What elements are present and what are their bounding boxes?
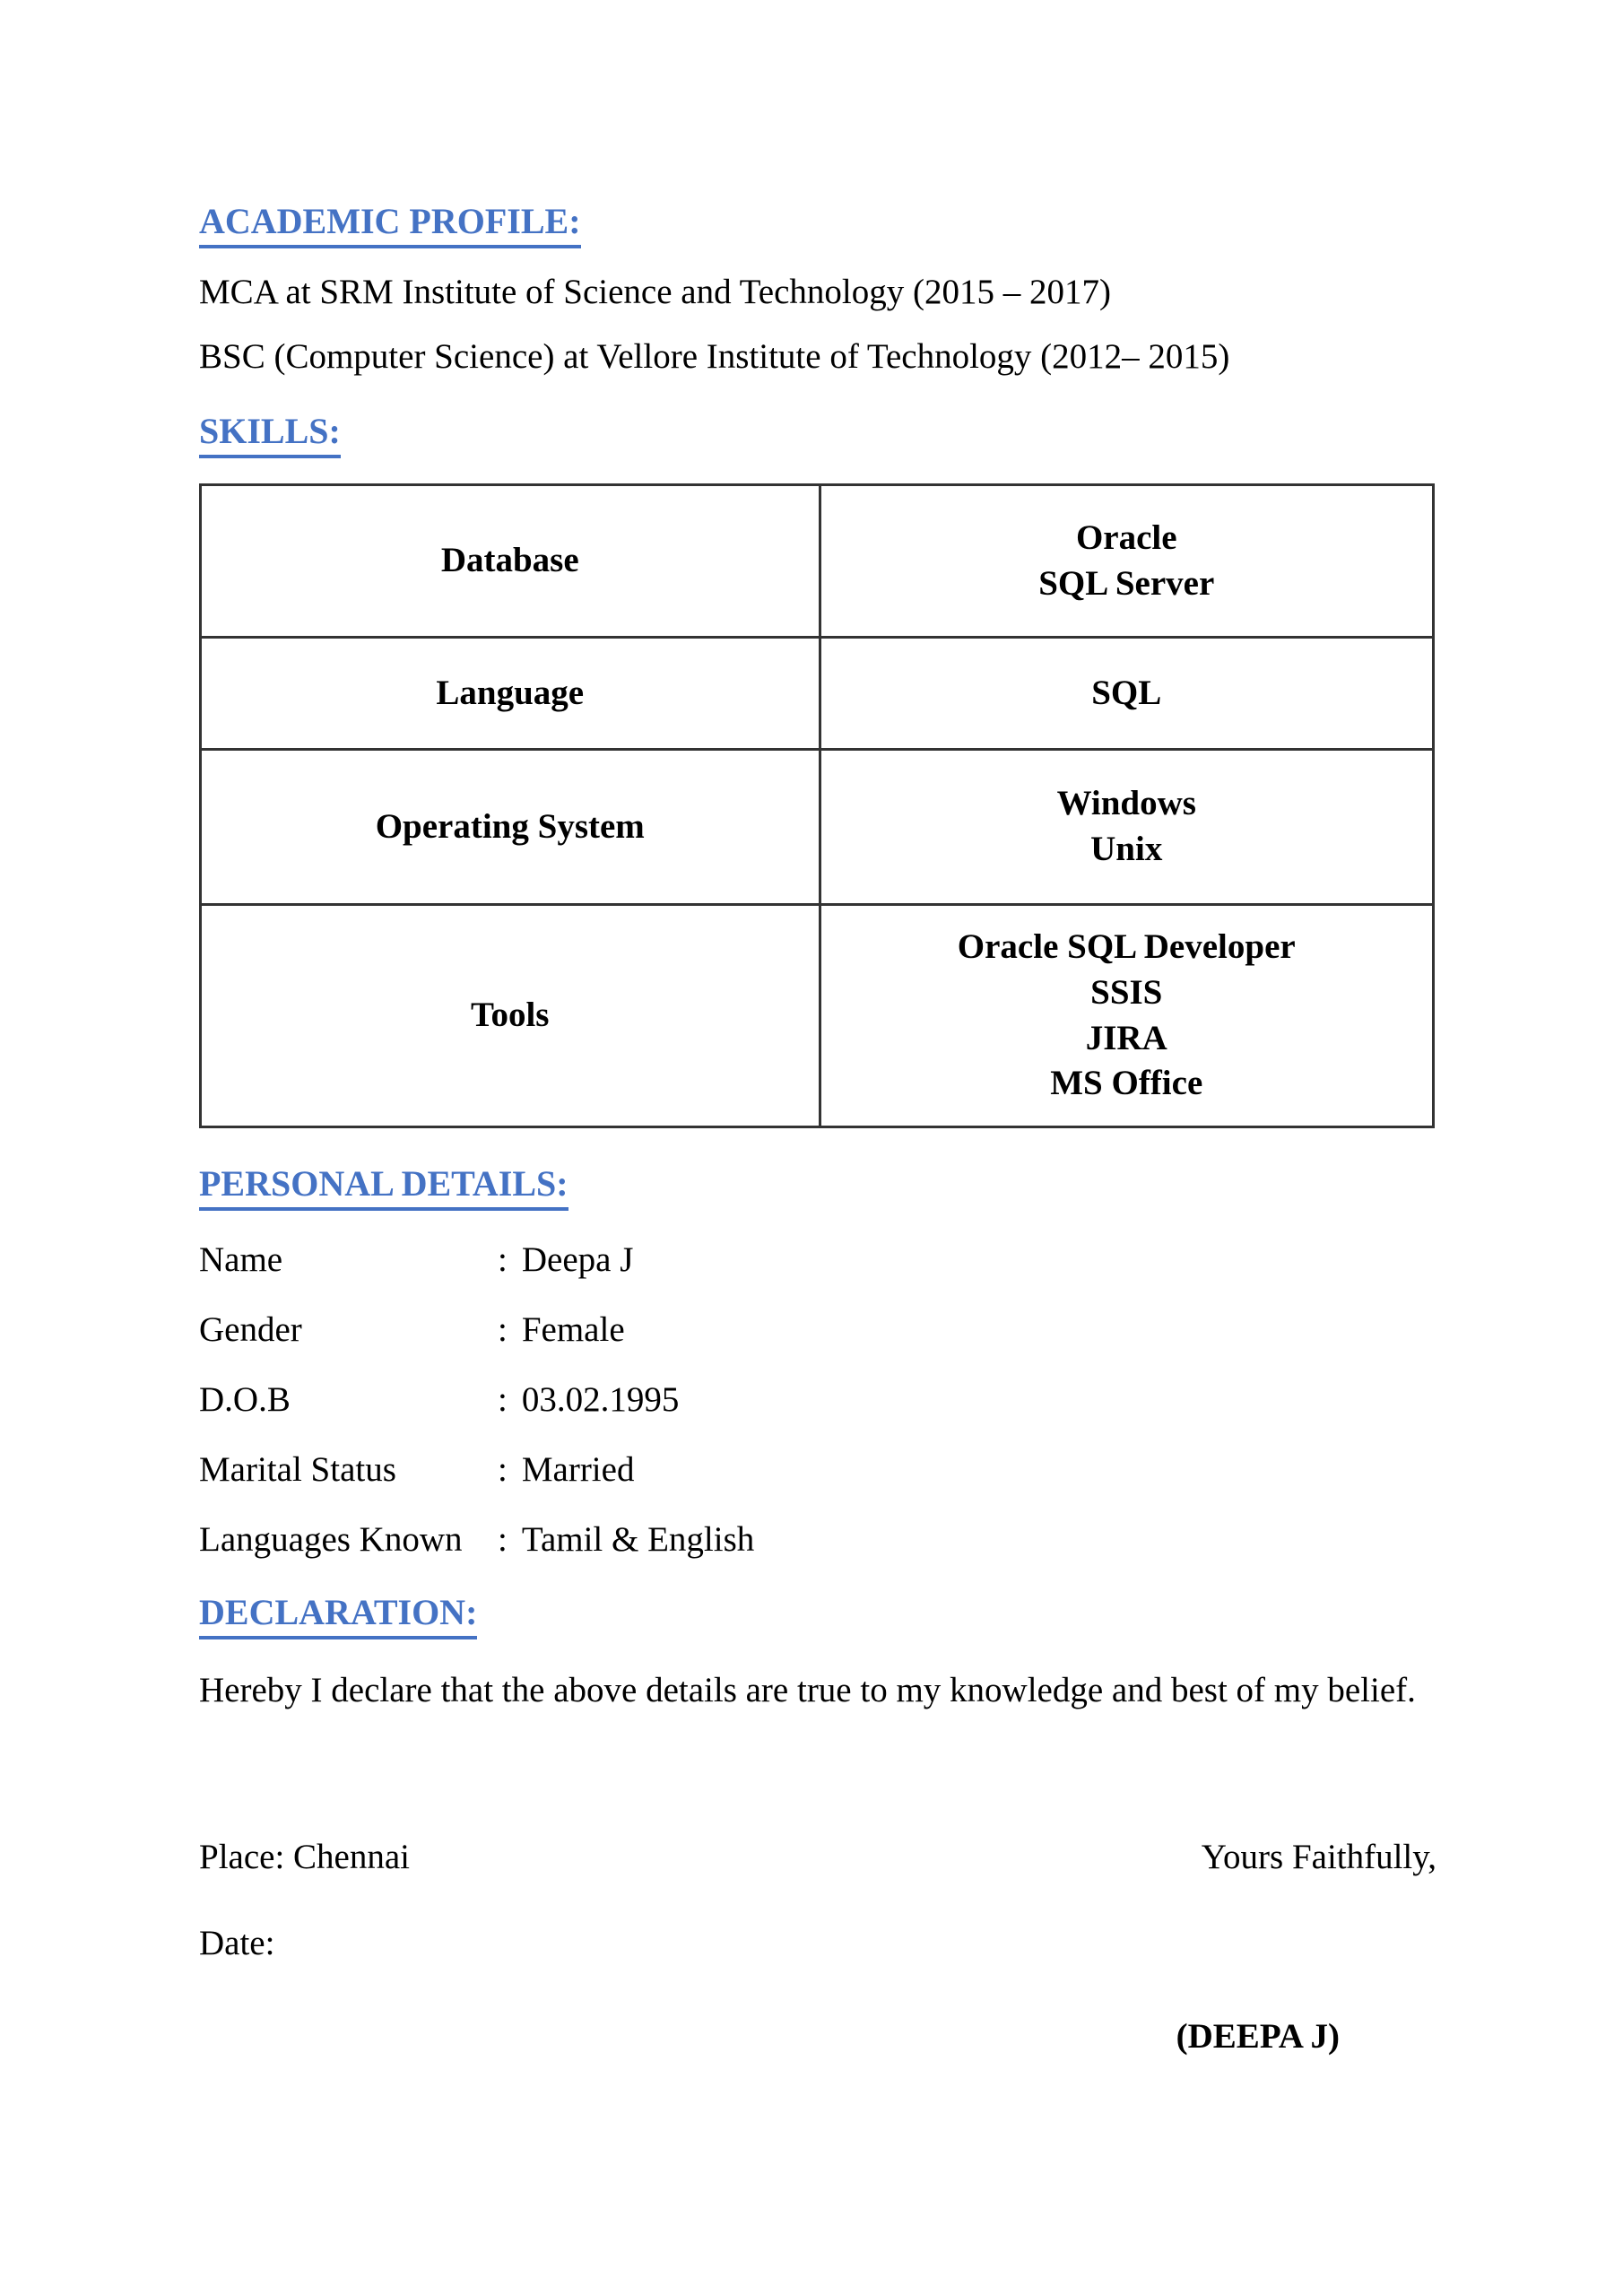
- detail-row-languages-known: [199, 1519, 1436, 1561]
- academic-profile-heading-text: ACADEMIC PROFILE:: [199, 202, 581, 248]
- declaration-heading: [199, 1593, 1436, 1639]
- education-item-bsc: BSC (Computer Science) at Vellore Institute of Technology (2012– 2015): [199, 337, 1230, 376]
- detail-row-gender: [199, 1309, 1436, 1351]
- skill-value-line: Windows: [1056, 784, 1196, 823]
- detail-value: 03.02.1995: [521, 1380, 680, 1419]
- detail-row-dob: [199, 1379, 1436, 1421]
- skill-value-line: SQL: [1091, 673, 1162, 712]
- detail-label: Gender: [199, 1310, 302, 1349]
- date-label: Date:: [199, 1924, 275, 1962]
- skill-value-line: JIRA: [1085, 1018, 1167, 1057]
- detail-label: Marital Status: [199, 1450, 396, 1489]
- skill-value-line: MS Office: [1050, 1064, 1203, 1103]
- closing-label: Yours Faithfully,: [1201, 1838, 1436, 1876]
- skill-value-line: Oracle: [1075, 517, 1177, 557]
- footer-place-row: [199, 1837, 1436, 1878]
- detail-colon: :: [498, 1310, 508, 1349]
- place-label: Place: Chennai: [199, 1838, 411, 1876]
- detail-value: Female: [521, 1310, 625, 1349]
- skill-values-tools: [820, 905, 1434, 1127]
- detail-row-name: [199, 1239, 1436, 1281]
- skill-value-line: SQL Server: [1038, 563, 1215, 603]
- table-row: [201, 638, 1434, 750]
- detail-label: D.O.B: [199, 1380, 291, 1419]
- detail-value: Married: [521, 1450, 635, 1489]
- skill-category-tools: Tools: [201, 905, 820, 1127]
- skills-heading-text: SKILLS:: [199, 412, 341, 458]
- skill-value-line: Unix: [1090, 830, 1163, 868]
- personal-details-heading: [199, 1164, 1436, 1211]
- education-item-mca: MCA at SRM Institute of Science and Technology (2015 – 2017): [199, 273, 1111, 311]
- skill-category-language: Language: [201, 638, 820, 750]
- detail-value: Tamil & English: [521, 1520, 755, 1559]
- detail-colon: :: [498, 1520, 508, 1559]
- skill-value-line: SSIS: [1090, 972, 1163, 1012]
- skill-values-database: [820, 485, 1434, 638]
- personal-details-heading-text: PERSONAL DETAILS:: [199, 1164, 568, 1211]
- detail-value: Deepa J: [521, 1240, 634, 1279]
- declaration-heading-text: DECLARATION:: [199, 1593, 477, 1639]
- detail-colon: :: [498, 1380, 508, 1419]
- skill-category-operating-system: Operating System: [201, 750, 820, 905]
- skills-heading: [199, 412, 1436, 458]
- detail-colon: :: [498, 1450, 508, 1489]
- signature-name: (DEEPA J): [1176, 2017, 1340, 2056]
- detail-label: Name: [199, 1240, 283, 1279]
- detail-colon: :: [498, 1240, 508, 1279]
- skill-values-language: [820, 638, 1434, 750]
- skill-category-database: Database: [201, 485, 820, 638]
- detail-label: Languages Known: [199, 1520, 463, 1559]
- skill-values-operating-system: [820, 750, 1434, 905]
- skills-table: [199, 483, 1435, 1128]
- declaration-text: Hereby I declare that the above details are true to my knowledge and best of my belief.: [199, 1671, 1416, 1709]
- table-row: [201, 750, 1434, 905]
- academic-profile-heading: [199, 202, 1436, 248]
- skill-value-line: Oracle SQL Developer: [957, 927, 1296, 967]
- table-row: [201, 905, 1434, 1127]
- detail-row-marital-status: [199, 1449, 1436, 1491]
- table-row: [201, 485, 1434, 638]
